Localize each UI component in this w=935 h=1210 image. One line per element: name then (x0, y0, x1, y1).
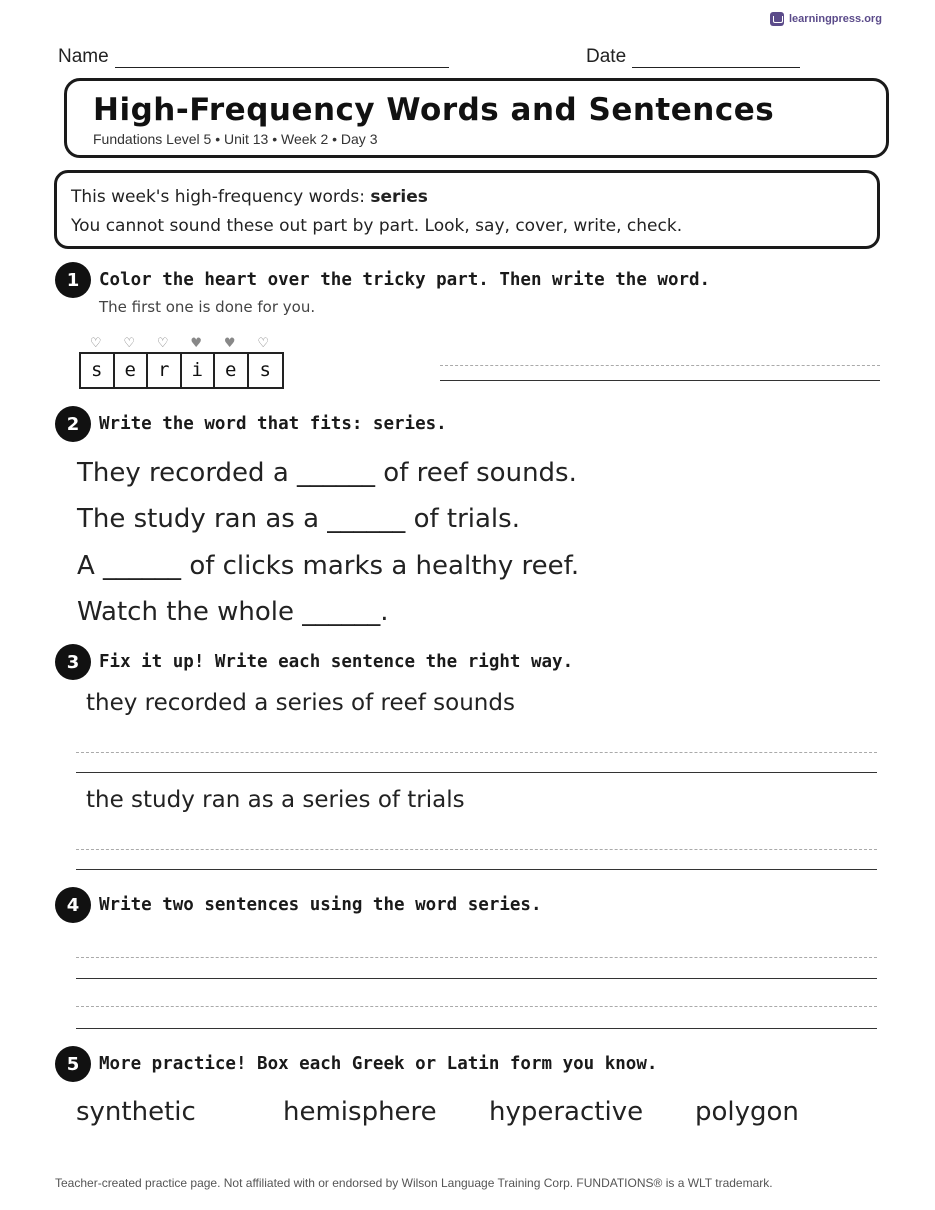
fix-sentence: the study ran as a series of trials (86, 787, 465, 813)
write-line[interactable] (76, 1006, 877, 1029)
question-text: Color the heart over the tricky part. Then write the word. (99, 270, 711, 290)
date-field (586, 46, 800, 68)
words-label: This week's high-frequency words: (71, 187, 365, 207)
question-2 (55, 406, 447, 442)
heart-icon[interactable]: ♡ (257, 336, 270, 351)
heart-icon[interactable]: ♡ (89, 336, 102, 351)
practice-word[interactable]: hemisphere (283, 1097, 437, 1127)
letter-box: e (215, 354, 249, 387)
name-write-line[interactable] (115, 50, 449, 68)
fill-sentence: Watch the whole ______. (77, 597, 389, 627)
date-write-line[interactable] (632, 50, 800, 68)
heart-icon[interactable]: ♡ (156, 336, 169, 351)
question-4 (55, 887, 542, 923)
question-number-badge: 3 (55, 644, 91, 680)
question-text: Write the word that fits: series. (99, 414, 447, 434)
letter-box: r (148, 354, 182, 387)
write-line[interactable] (76, 849, 877, 870)
heart-icon[interactable]: ♡ (123, 336, 136, 351)
question-3 (55, 644, 573, 680)
book-icon (770, 12, 784, 26)
name-label: Name (58, 46, 109, 67)
words-line (71, 183, 863, 212)
fill-sentence: A ______ of clicks marks a healthy reef. (77, 551, 580, 581)
question-1 (55, 262, 710, 298)
practice-word[interactable]: hyperactive (489, 1097, 644, 1127)
title-box (64, 78, 889, 158)
write-line[interactable] (440, 365, 880, 381)
question-number-badge: 4 (55, 887, 91, 923)
fix-sentence: they recorded a series of reef sounds (86, 690, 515, 716)
practice-word[interactable]: synthetic (76, 1097, 196, 1127)
fill-sentence: The study ran as a ______ of trials. (77, 504, 520, 534)
question-number-badge: 5 (55, 1046, 91, 1082)
question-number-badge: 1 (55, 262, 91, 298)
name-field (58, 46, 449, 68)
info-box (54, 170, 880, 249)
page-subtitle: Fundations Level 5 • Unit 13 • Week 2 • Day 3 (93, 131, 378, 147)
letter-box: i (182, 354, 216, 387)
fill-sentence: They recorded a ______ of reef sounds. (77, 458, 577, 488)
question-hint: The first one is done for you. (99, 298, 316, 316)
write-line[interactable] (76, 752, 877, 773)
letter-box: s (81, 354, 115, 387)
heart-row (79, 337, 280, 351)
question-5 (55, 1046, 657, 1082)
date-label: Date (586, 46, 627, 67)
practice-word[interactable]: polygon (695, 1097, 799, 1127)
page-title: High-Frequency Words and Sentences (93, 92, 775, 128)
letter-boxes (79, 352, 284, 389)
letter-box: s (259, 359, 271, 381)
letter-box: e (115, 354, 149, 387)
heart-icon-filled[interactable]: ♥ (223, 336, 236, 351)
write-line[interactable] (76, 957, 877, 979)
brand-logo (770, 12, 882, 26)
footer-disclaimer: Teacher-created practice page. Not affiliated with or endorsed by Wilson Language Training Corp. FUNDATIONS® is a WLT trademark. (55, 1176, 773, 1190)
question-number-badge: 2 (55, 406, 91, 442)
question-text: Fix it up! Write each sentence the right way. (99, 652, 574, 672)
info-instruction: You cannot sound these out part by part. Look, say, cover, write, check. (71, 216, 683, 236)
question-text: Write two sentences using the word series. (99, 895, 542, 915)
brand-logo-text: learningpress.org (789, 13, 882, 25)
question-text: More practice! Box each Greek or Latin form you know. (99, 1054, 658, 1074)
words-list: series (370, 187, 428, 207)
heart-icon-filled[interactable]: ♥ (190, 336, 203, 351)
